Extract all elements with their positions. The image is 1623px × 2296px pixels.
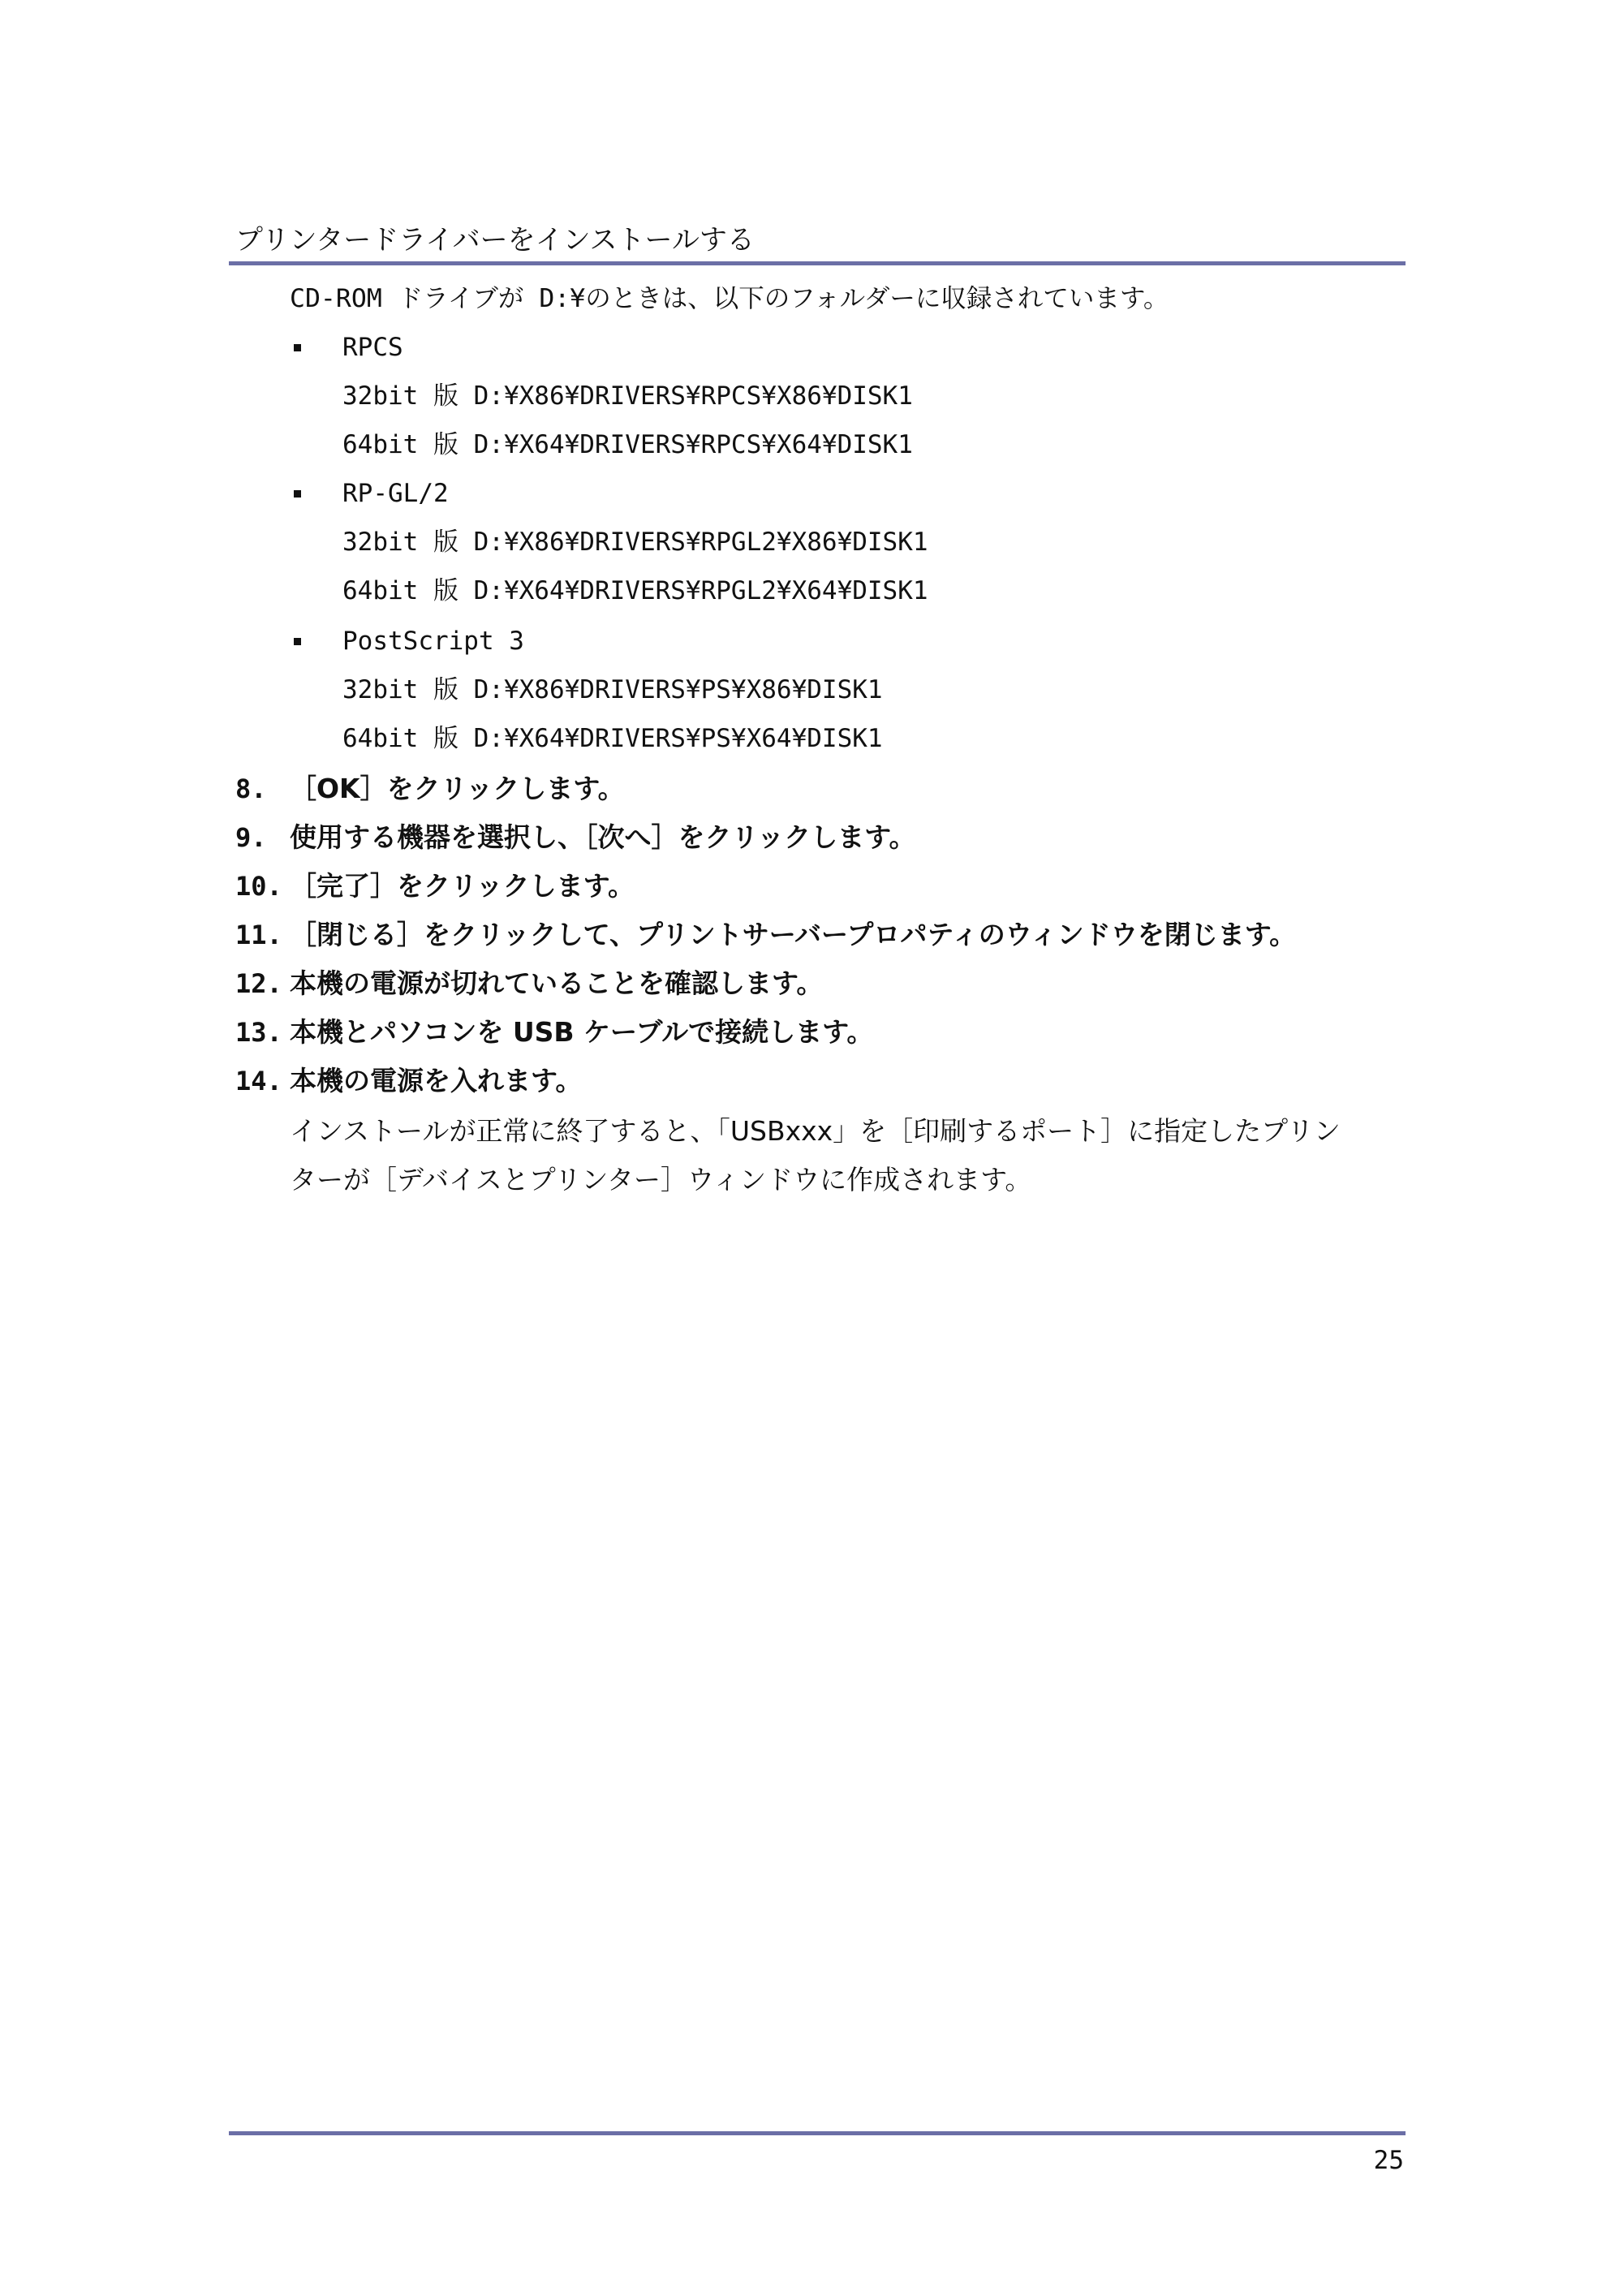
bullet-icon [294,490,301,498]
driver-path-rpcs-32: 32bit 版 D:¥X86¥DRIVERS¥RPCS¥X86¥DISK1 [342,381,913,411]
driver-path-rpgl2-64: 64bit 版 D:¥X64¥DRIVERS¥RPGL2¥X64¥DISK1 [342,576,928,605]
page-number: 25 [1373,2146,1404,2175]
bullet-icon [294,638,301,645]
step-number: 14. [235,1066,282,1096]
step-text: 本機の電源を入れます。 [290,1065,583,1096]
intro-text: CD-ROM ドライブが D:¥のときは、以下のフォルダーに収録されています。 [290,284,1169,313]
step-text: 使用する機器を選択し、［次へ］をクリックします。 [290,821,916,853]
driver-name-postscript: PostScript 3 [342,627,524,656]
footer-rule [229,2131,1406,2135]
step-text: 本機とパソコンを USB ケーブルで接続します。 [290,1016,874,1048]
header-rule [229,261,1406,265]
driver-name-rpgl2: RP-GL/2 [342,479,449,508]
result-text-line-1: インストールが正常に終了すると、「USBxxx」を［印刷するポート］に指定したプリン [290,1115,1341,1147]
driver-path-rpcs-64: 64bit 版 D:¥X64¥DRIVERS¥RPCS¥X64¥DISK1 [342,430,913,459]
step-number: 8. [235,773,267,804]
driver-path-rpgl2-32: 32bit 版 D:¥X86¥DRIVERS¥RPGL2¥X86¥DISK1 [342,528,928,557]
result-text-line-2: ターが［デバイスとプリンター］ウィンドウに作成されます。 [290,1164,1032,1195]
driver-name-rpcs: RPCS [342,333,403,362]
driver-path-ps-32: 32bit 版 D:¥X86¥DRIVERS¥PS¥X86¥DISK1 [342,675,883,704]
step-number: 11. [235,920,282,950]
step-text: ［完了］をクリックします。 [290,870,635,902]
step-text: 本機の電源が切れていることを確認します。 [290,967,824,999]
bullet-icon [294,344,301,351]
page-header-title: プリンタードライバーをインストールする [235,224,755,256]
step-text: ［OK］をクリックします。 [290,773,625,804]
step-number: 10. [235,871,282,902]
step-text: ［閉じる］をクリックして、プリントサーバープロパティのウィンドウを閉じます。 [290,919,1297,950]
driver-path-ps-64: 64bit 版 D:¥X64¥DRIVERS¥PS¥X64¥DISK1 [342,724,883,753]
step-number: 13. [235,1017,282,1048]
step-number: 9. [235,822,267,853]
step-number: 12. [235,968,282,999]
